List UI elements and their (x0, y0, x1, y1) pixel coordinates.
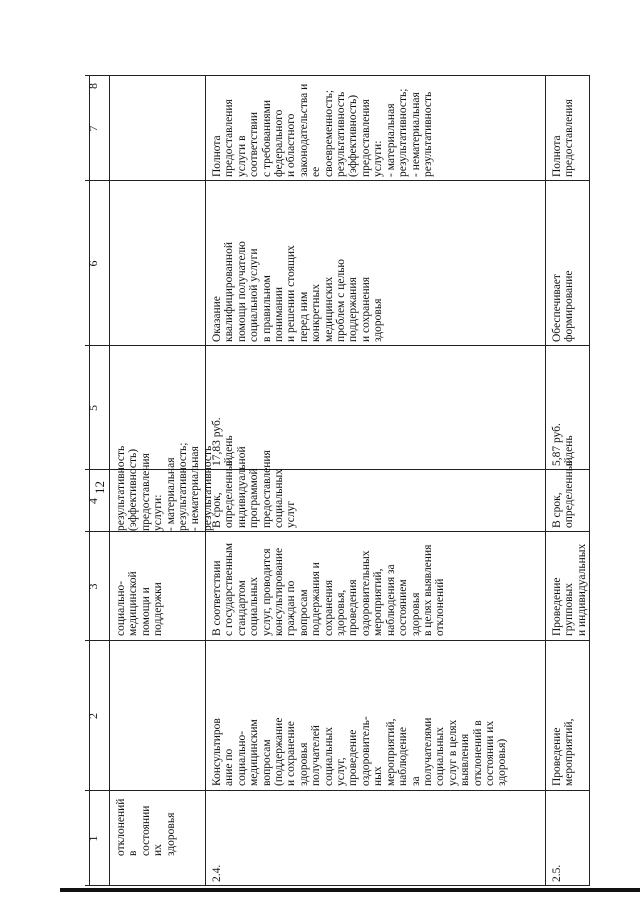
column-number-1: 1 (86, 835, 100, 842)
row-2-5-price: 5,87 руб. в день (551, 423, 576, 466)
continuation-col6: социально- медицинской помощи и поддержки (115, 571, 165, 636)
column-line (85, 75, 590, 76)
column-line (85, 180, 590, 181)
row-separator (545, 76, 546, 886)
row-2-5-quality-indicators: Обеспечивает формирование (551, 270, 576, 342)
row-2-4-price: 17,83 руб. в день (211, 417, 236, 466)
row-number: 2.5. (551, 864, 563, 882)
row-number: 2.4. (211, 864, 223, 882)
column-number-4: 4 (86, 498, 100, 504)
row-2-4-evaluation: Полнота предоставления услуги в соответствии с требованиями федерального и областного законодательства и ее своевременность; результативность (эффективность) предоставления услуги: - материальная результативность; - нематериальная результативность (211, 83, 434, 177)
header-row-border (109, 76, 110, 886)
continuation-col2: отклонений в состоянии их здоровья (115, 798, 177, 856)
row-2-4-description: В соответствии с государственным стандартом социальных услуг, проводится консультирование граждан по вопросам поддержания и сохранения здоровья, проведения оздоровительных мероприятий, наблюдения за состоянием здоровья в целях выявления отклонений (211, 542, 447, 636)
row-2-4-service-name: Консультиров ание по социально- медицинским вопросам (поддержание и сохранение здоровья получателей социальных услуг, проведение оздоровитель- ных мероприятий, наблюдение за получателями социальных услуг в целях выявления отклонений в состоянии их здоровья) (211, 716, 509, 786)
row-2-5-deadline: В срок, определенный (551, 457, 576, 528)
column-number-8: 8 (86, 83, 100, 89)
page-number: 12 (92, 481, 107, 494)
column-number-6: 6 (86, 260, 100, 267)
row-2-5-evaluation: Полнота предоставления (551, 99, 576, 177)
row-2-5-description: Проведение групповых и индивидуальных (551, 543, 588, 636)
scan-edge-line (60, 888, 640, 892)
column-line (85, 531, 590, 532)
rotated-table-page (85, 71, 590, 886)
column-number-3: 3 (86, 583, 100, 590)
row-2-4-quality-indicators: Оказание квалифицированной помощи получателю социальной услуги в правильном понимании и решении стоящих перед ним конкретных медицинских проблем с целью поддержания и сохранения здоровья (211, 241, 385, 342)
column-line (85, 640, 590, 641)
continuation-col7: результативность (эффективность) предоставления услуги: - материальная результативность; - нематериальная результативность (115, 442, 214, 531)
column-line (85, 885, 590, 886)
row-2-5-service-name: Проведение мероприятий, (551, 718, 576, 786)
column-line (85, 345, 590, 346)
column-number-5: 5 (86, 405, 100, 411)
row-2-4-deadline: В срок, определенный индивидуальной программой предоставления социальных услуг (211, 446, 298, 528)
table-bottom-border (589, 76, 590, 886)
column-number-7: 7 (86, 125, 100, 132)
column-line (85, 790, 590, 791)
column-number-2: 2 (86, 713, 100, 719)
